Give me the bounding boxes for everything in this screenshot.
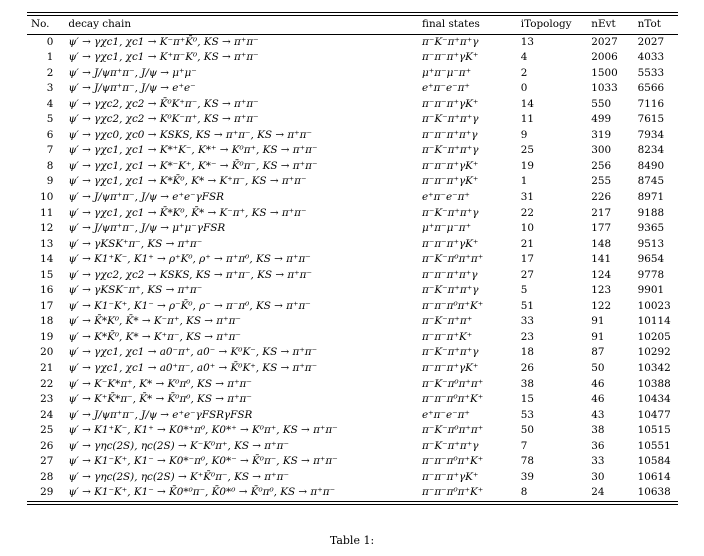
- cell-nevt: 124: [591, 268, 612, 281]
- cell-no: 24: [40, 408, 54, 421]
- cell-no: 20: [40, 346, 54, 359]
- cell-decay-chain: ψ′ → γχc2, χc2 → K⁰K⁻π⁺, KS → π⁺π⁻: [68, 113, 259, 126]
- cell-ntot: 10614: [637, 470, 671, 483]
- table-row: [27, 190, 678, 206]
- cell-nevt: 24: [591, 486, 605, 499]
- cell-final-states: e⁺π⁻e⁻π⁺: [422, 191, 470, 204]
- cell-decay-chain: ψ′ → K⁻K*π⁺, K* → K⁰π⁰, KS → π⁺π⁻: [68, 377, 252, 390]
- cell-no: 22: [40, 377, 54, 390]
- cell-nevt: 33: [591, 455, 605, 468]
- cell-no: 15: [40, 268, 54, 281]
- cell-no: 1: [46, 51, 54, 64]
- cell-no: 11: [40, 206, 54, 219]
- cell-decay-chain: ψ′ → γχc2, χc2 → K̄⁰K⁺π⁻, KS → π⁺π⁻: [68, 97, 259, 110]
- cell-decay-chain: ψ′ → γχc2, χc2 → KSKS, KS → π⁺π⁻, KS → π⁺π⁻: [68, 268, 312, 281]
- cell-final-states: π⁻π⁻π⁺γK⁺: [422, 362, 479, 375]
- cell-nevt: 300: [591, 144, 612, 157]
- cell-no: 21: [40, 362, 54, 375]
- cell-itopology: 18: [520, 346, 534, 359]
- cell-ntot: 6566: [637, 82, 665, 95]
- header-decay-chain: decay chain: [68, 18, 132, 30]
- cell-final-states: π⁻π⁻π⁺π⁺γ: [422, 268, 478, 281]
- cell-nevt: 2006: [591, 51, 618, 64]
- cell-no: 8: [46, 159, 54, 172]
- cell-final-states: π⁻π⁻π⁰π⁺K⁺: [422, 486, 484, 499]
- cell-final-states: π⁻π⁻π⁺π⁺γ: [422, 128, 478, 141]
- cell-ntot: 10114: [637, 315, 671, 328]
- cell-no: 2: [46, 66, 54, 79]
- table-header-row: [27, 16, 678, 34]
- cell-ntot: 10388: [637, 377, 671, 390]
- cell-nevt: 1500: [591, 66, 618, 79]
- cell-ntot: 7116: [637, 97, 665, 110]
- table-row: [27, 345, 678, 361]
- cell-itopology: 53: [520, 408, 534, 421]
- table-row: [27, 470, 678, 486]
- cell-final-states: π⁻π⁻π⁰π⁺K⁺: [422, 455, 484, 468]
- cell-decay-chain: ψ′ → γηc(2S), ηc(2S) → K⁺K̄⁰π⁻, KS → π⁺π⁻: [68, 470, 289, 483]
- cell-no: 17: [40, 299, 54, 312]
- table-row: [27, 159, 678, 175]
- cell-nevt: 46: [591, 393, 605, 406]
- cell-ntot: 10434: [637, 393, 671, 406]
- cell-nevt: 255: [591, 175, 612, 188]
- cell-no: 18: [40, 315, 54, 328]
- cell-nevt: 1033: [591, 82, 618, 95]
- cell-itopology: 78: [520, 455, 534, 468]
- cell-decay-chain: ψ′ → K1⁺K⁻, K1⁺ → K0*⁺π⁰, K0*⁺ → K⁰π⁺, KS → π⁺π⁻: [68, 424, 338, 437]
- cell-ntot: 10023: [637, 299, 671, 312]
- cell-no: 14: [40, 253, 54, 266]
- cell-itopology: 0: [520, 82, 528, 95]
- cell-nevt: 217: [591, 206, 612, 219]
- cell-no: 12: [40, 222, 54, 235]
- cell-itopology: 13: [520, 35, 534, 48]
- cell-itopology: 5: [520, 284, 528, 297]
- table-row: [27, 439, 678, 455]
- cell-no: 7: [46, 144, 54, 157]
- bottom-rule: [27, 504, 678, 505]
- cell-itopology: 33: [520, 315, 534, 328]
- cell-no: 0: [46, 35, 54, 48]
- header-no: No.: [31, 18, 50, 30]
- cell-itopology: 14: [520, 97, 534, 110]
- cell-ntot: 10205: [637, 330, 671, 343]
- cell-itopology: 4: [520, 51, 528, 64]
- decay-table: [27, 16, 678, 501]
- cell-ntot: 9778: [637, 268, 665, 281]
- cell-final-states: π⁻K⁻π⁺π⁺γ: [422, 346, 479, 359]
- cell-final-states: π⁻K⁻π⁰π⁺π⁺: [422, 253, 484, 266]
- cell-final-states: e⁺π⁻e⁻π⁺: [422, 82, 470, 95]
- cell-final-states: π⁻π⁻π⁺γK⁺: [422, 51, 479, 64]
- cell-nevt: 36: [591, 439, 605, 452]
- cell-nevt: 30: [591, 470, 605, 483]
- cell-nevt: 226: [591, 191, 612, 204]
- cell-final-states: π⁻π⁻π⁰π⁺K⁺: [422, 393, 484, 406]
- cell-nevt: 43: [591, 408, 605, 421]
- cell-decay-chain: ψ′ → K1⁺K⁻, K1⁺ → ρ⁺K⁰, ρ⁺ → π⁺π⁰, KS → π⁺π⁻: [68, 253, 311, 266]
- cell-nevt: 87: [591, 346, 605, 359]
- cell-itopology: 23: [520, 330, 534, 343]
- header-nevt: nEvt: [591, 18, 616, 30]
- cell-no: 13: [40, 237, 54, 250]
- cell-no: 19: [40, 330, 54, 343]
- cell-itopology: 9: [520, 128, 528, 141]
- cell-nevt: 122: [591, 299, 612, 312]
- cell-no: 27: [40, 455, 54, 468]
- cell-decay-chain: ψ′ → K1⁻K⁺, K1⁻ → K0*⁻π⁰, K0*⁻ → K̄⁰π⁻, KS → π⁺π⁻: [68, 455, 338, 468]
- table-row: [27, 221, 678, 237]
- table-row: [27, 423, 678, 439]
- cell-ntot: 8745: [637, 175, 665, 188]
- cell-ntot: 10292: [637, 346, 671, 359]
- header-final-states: final states: [422, 18, 480, 30]
- cell-decay-chain: ψ′ → γχc1, χc1 → K*⁻K⁺, K*⁻ → K̄⁰π⁻, KS → π⁺π⁻: [68, 159, 318, 172]
- cell-decay-chain: ψ′ → γKSK⁺π⁻, KS → π⁺π⁻: [68, 237, 203, 250]
- table-row: [27, 299, 678, 315]
- cell-itopology: 38: [520, 377, 534, 390]
- cell-final-states: π⁻π⁻π⁺γK⁺: [422, 470, 479, 483]
- cell-decay-chain: ψ′ → J/ψπ⁺π⁻, J/ψ → μ⁺μ⁻γFSR: [68, 222, 226, 235]
- header-ntot: nTot: [637, 18, 661, 30]
- cell-decay-chain: ψ′ → γKSK⁻π⁺, KS → π⁺π⁻: [68, 284, 203, 297]
- cell-itopology: 1: [520, 175, 528, 188]
- cell-decay-chain: ψ′ → γχc1, χc1 → K̄*K⁰, K̄* → K⁻π⁺, KS → π⁺π⁻: [68, 206, 307, 219]
- cell-itopology: 26: [520, 362, 534, 375]
- cell-final-states: π⁻K⁻π⁺π⁺γ: [422, 113, 479, 126]
- cell-itopology: 22: [520, 206, 534, 219]
- cell-decay-chain: ψ′ → γηc(2S), ηc(2S) → K⁻K⁰π⁺, KS → π⁺π⁻: [68, 439, 289, 452]
- cell-decay-chain: ψ′ → γχc1, χc1 → K⁻π⁺K̄⁰, KS → π⁺π⁻: [68, 35, 259, 48]
- table-body: [27, 35, 678, 501]
- cell-itopology: 27: [520, 268, 534, 281]
- cell-no: 29: [40, 486, 54, 499]
- cell-nevt: 91: [591, 315, 605, 328]
- table-row: [27, 330, 678, 346]
- cell-final-states: π⁻K⁻π⁺π⁺γ: [422, 206, 479, 219]
- table-row: [27, 112, 678, 128]
- cell-decay-chain: ψ′ → K̄*K⁰, K̄* → K⁻π⁺, KS → π⁺π⁻: [68, 315, 241, 328]
- header-itopology: iTopology: [520, 18, 572, 30]
- table-row: [27, 50, 678, 66]
- cell-nevt: 91: [591, 330, 605, 343]
- cell-nevt: 123: [591, 284, 612, 297]
- cell-final-states: π⁻K⁻π⁺π⁺γ: [422, 439, 479, 452]
- cell-ntot: 5533: [637, 66, 665, 79]
- cell-no: 9: [46, 175, 54, 188]
- cell-final-states: π⁻K⁻π⁺π⁺γ: [422, 144, 479, 157]
- cell-itopology: 7: [520, 439, 528, 452]
- cell-ntot: 9654: [637, 253, 665, 266]
- cell-final-states: π⁻K⁻π⁺π⁺γ: [422, 35, 479, 48]
- cell-itopology: 10: [520, 222, 534, 235]
- cell-nevt: 499: [591, 113, 612, 126]
- cell-itopology: 25: [520, 144, 534, 157]
- cell-no: 6: [46, 128, 54, 141]
- table-row: [27, 454, 678, 470]
- cell-itopology: 17: [520, 253, 534, 266]
- cell-ntot: 10515: [637, 424, 671, 437]
- cell-ntot: 4033: [637, 51, 665, 64]
- cell-final-states: π⁻K⁻π⁰π⁺π⁺: [422, 424, 484, 437]
- cell-ntot: 10638: [637, 486, 671, 499]
- cell-ntot: 9188: [637, 206, 665, 219]
- cell-no: 28: [40, 470, 54, 483]
- cell-final-states: π⁻K⁻π⁰π⁺π⁺: [422, 377, 484, 390]
- cell-decay-chain: ψ′ → J/ψπ⁺π⁻, J/ψ → μ⁺μ⁻: [68, 66, 197, 79]
- cell-final-states: π⁻π⁻π⁺K⁺: [422, 330, 473, 343]
- cell-nevt: 50: [591, 362, 605, 375]
- cell-decay-chain: ψ′ → J/ψπ⁺π⁻, J/ψ → e⁺e⁻: [68, 82, 196, 95]
- cell-ntot: 10584: [637, 455, 671, 468]
- cell-final-states: π⁻π⁻π⁰π⁺K⁺: [422, 299, 484, 312]
- cell-nevt: 177: [591, 222, 612, 235]
- cell-ntot: 9901: [637, 284, 665, 297]
- cell-itopology: 50: [520, 424, 534, 437]
- cell-itopology: 31: [520, 191, 534, 204]
- table-row: [27, 174, 678, 190]
- cell-nevt: 550: [591, 97, 612, 110]
- cell-no: 26: [40, 439, 54, 452]
- table-row: [27, 408, 678, 424]
- cell-decay-chain: ψ′ → K*K̄⁰, K* → K⁺π⁻, KS → π⁺π⁻: [68, 330, 241, 343]
- table-row: [27, 485, 678, 501]
- cell-nevt: 141: [591, 253, 612, 266]
- cell-final-states: e⁺π⁻e⁻π⁺: [422, 408, 470, 421]
- table-row: [27, 283, 678, 299]
- cell-final-states: π⁻π⁻π⁺γK⁺: [422, 237, 479, 250]
- cell-ntot: 8490: [637, 159, 665, 172]
- cell-decay-chain: ψ′ → γχc1, χc1 → K*K̄⁰, K* → K⁺π⁻, KS → π⁺π⁻: [68, 175, 307, 188]
- cell-ntot: 7934: [637, 128, 665, 141]
- cell-decay-chain: ψ′ → γχc1, χc1 → K*⁺K⁻, K*⁺ → K⁰π⁺, KS → π⁺π⁻: [68, 144, 318, 157]
- cell-no: 5: [46, 113, 54, 126]
- cell-decay-chain: ψ′ → J/ψπ⁺π⁻, J/ψ → e⁺e⁻γFSR: [68, 191, 224, 204]
- cell-ntot: 2027: [637, 35, 665, 48]
- table-row: [27, 66, 678, 82]
- cell-itopology: 8: [520, 486, 528, 499]
- table-row: [27, 81, 678, 97]
- cell-itopology: 39: [520, 470, 534, 483]
- cell-final-states: π⁻K⁻π⁺π⁺: [422, 315, 473, 328]
- cell-itopology: 2: [520, 66, 528, 79]
- table-row: [27, 35, 678, 51]
- cell-final-states: π⁻K⁻π⁺π⁺γ: [422, 284, 479, 297]
- cell-decay-chain: ψ′ → J/ψπ⁺π⁻, J/ψ → e⁺e⁻γFSRγFSR: [68, 408, 253, 421]
- table-row: [27, 143, 678, 159]
- cell-no: 10: [40, 191, 54, 204]
- cell-decay-chain: ψ′ → K1⁻K⁺, K1⁻ → K̄0*⁰π⁻, K̄0*⁰ → K̄⁰π⁰, KS → π⁺π⁻: [68, 486, 336, 499]
- table-row: [27, 252, 678, 268]
- cell-ntot: 8234: [637, 144, 665, 157]
- cell-nevt: 38: [591, 424, 605, 437]
- table-row: [27, 377, 678, 393]
- table-row: [27, 206, 678, 222]
- cell-no: 16: [40, 284, 54, 297]
- table-row: [27, 392, 678, 408]
- cell-nevt: 148: [591, 237, 612, 250]
- table-row: [27, 268, 678, 284]
- table-row: [27, 128, 678, 144]
- cell-no: 4: [46, 97, 54, 110]
- cell-itopology: 51: [520, 299, 534, 312]
- decay-table-container: [27, 12, 678, 505]
- table-row: [27, 361, 678, 377]
- table-row: [27, 314, 678, 330]
- cell-itopology: 11: [520, 113, 534, 126]
- cell-ntot: 9365: [637, 222, 665, 235]
- cell-nevt: 2027: [591, 35, 618, 48]
- cell-no: 3: [46, 82, 54, 95]
- cell-itopology: 21: [520, 237, 534, 250]
- cell-no: 25: [40, 424, 54, 437]
- cell-itopology: 15: [520, 393, 534, 406]
- cell-ntot: 9513: [637, 237, 665, 250]
- table-row: [27, 237, 678, 253]
- cell-ntot: 10477: [637, 408, 671, 421]
- cell-final-states: π⁻π⁻π⁺γK⁺: [422, 175, 479, 188]
- cell-nevt: 256: [591, 159, 612, 172]
- cell-decay-chain: ψ′ → γχc1, χc1 → a0⁺π⁻, a0⁺ → K̄⁰K⁺, KS → π⁺π⁻: [68, 362, 318, 375]
- cell-decay-chain: ψ′ → γχc0, χc0 → KSKS, KS → π⁺π⁻, KS → π⁺π⁻: [68, 128, 312, 141]
- cell-ntot: 8971: [637, 191, 665, 204]
- cell-nevt: 46: [591, 377, 605, 390]
- table-row: [27, 97, 678, 113]
- cell-decay-chain: ψ′ → K⁺K̄*π⁻, K̄* → K̄⁰π⁰, KS → π⁺π⁻: [68, 393, 252, 406]
- table-caption: Table 1:: [329, 534, 375, 547]
- cell-itopology: 19: [520, 159, 534, 172]
- cell-decay-chain: ψ′ → γχc1, χc1 → a0⁻π⁺, a0⁻ → K⁰K⁻, KS → π⁺π⁻: [68, 346, 318, 359]
- cell-ntot: 10342: [637, 362, 671, 375]
- cell-ntot: 10551: [637, 439, 671, 452]
- cell-ntot: 7615: [637, 113, 665, 126]
- cell-final-states: π⁻π⁻π⁺γK⁺: [422, 97, 479, 110]
- cell-final-states: μ⁺π⁻μ⁻π⁺: [422, 66, 472, 79]
- cell-decay-chain: ψ′ → γχc1, χc1 → K⁺π⁻K⁰, KS → π⁺π⁻: [68, 51, 259, 64]
- cell-final-states: μ⁺π⁻μ⁻π⁺: [422, 222, 472, 235]
- cell-final-states: π⁻π⁻π⁺γK⁺: [422, 159, 479, 172]
- cell-no: 23: [40, 393, 54, 406]
- cell-nevt: 319: [591, 128, 612, 141]
- cell-decay-chain: ψ′ → K1⁻K⁺, K1⁻ → ρ⁻K̄⁰, ρ⁻ → π⁻π⁰, KS → π⁺π⁻: [68, 299, 311, 312]
